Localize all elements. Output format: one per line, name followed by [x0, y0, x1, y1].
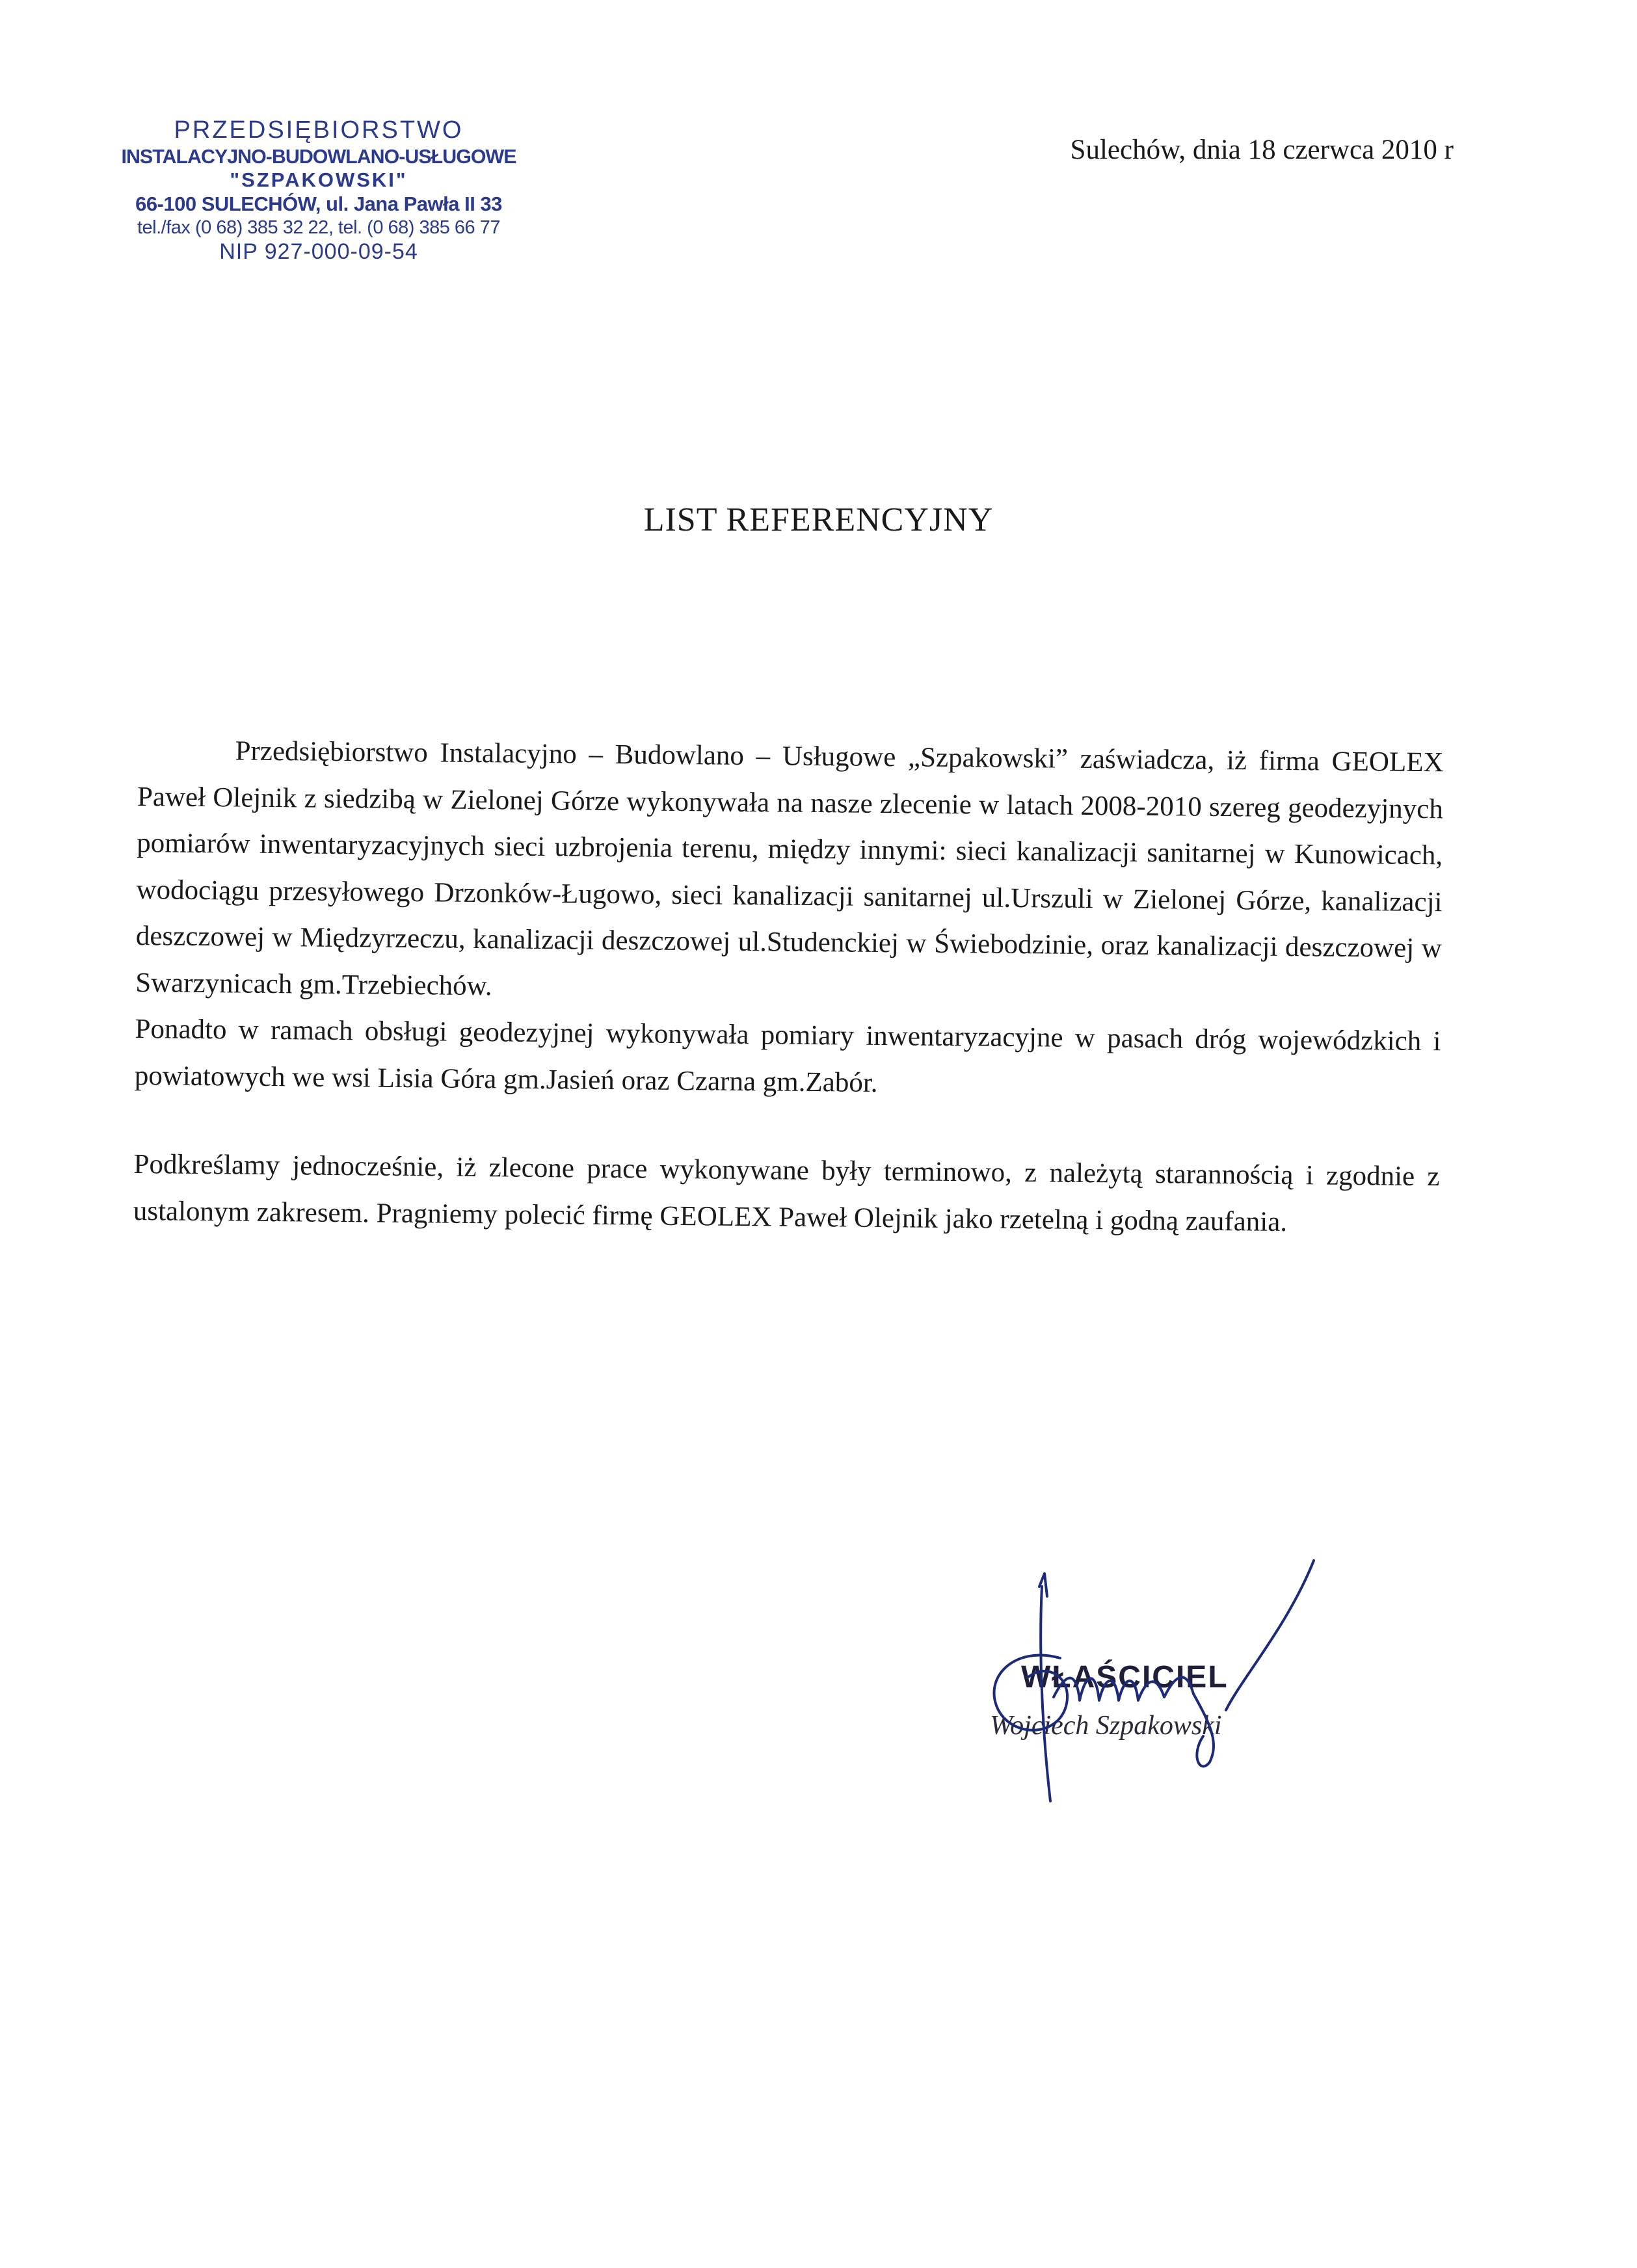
letter-body [133, 727, 1444, 1246]
letter-date: Sulechów, dnia 18 czerwca 2010 r [1070, 135, 1454, 165]
stamp-line-company-name: "SZPAKOWSKI" [230, 168, 408, 192]
owner-stamp-name: Wojciech Szpakowski [990, 1711, 1222, 1741]
body-paragraph-1: Przedsiębiorstwo Instalacyjno – Budowlano – Usługowe „Szpakowski” zaświadcza, iż firma GEOLEX Paweł Olejnik z siedzibą w Zielonej Górze wykonywała na nasze zlecenie w latach 2008-2010 szereg geodezyjnych pomiarów inwentaryzacyjnych sieci uzbrojenia terenu, między innymi: sieci kanalizacji sanitarnej w Kunowicach, wodociągu przesyłowego Drzonków-Ługowo, sieci kanalizacji sanitarnej ul.Urszuli w Zielonej Górze, kanalizacji deszczowej w Międzyrzeczu, kanalizacji deszczowej ul.Studenckiej w Świebodzinie, oraz kanalizacji deszczowej w Swarzynicach gm.Trzebiechów. [135, 735, 1444, 1001]
signature-block [963, 1548, 1379, 1821]
body-paragraph-2: Ponadto w ramach obsługi geodezyjnej wykonywała pomiary inwentaryzacyjne w pasach dróg wojewódzkich i powiatowych we wsi Lisia Góra gm.Jasień oraz Czarna gm.Zabór. [134, 1013, 1441, 1098]
company-stamp [98, 116, 540, 265]
handwritten-signature-icon [963, 1548, 1379, 1821]
body-paragraph-3: Podkreślamy jednocześnie, iż zlecone prace wykonywane były terminowo, z należytą starannością i zgodnie z ustalonym zakresem. Pragniemy polecić firmę GEOLEX Paweł Olejnik jako rzetelną i godną zaufania. [133, 1148, 1440, 1237]
stamp-line-address: 66-100 SULECHÓW, ul. Jana Pawła II 33 [135, 192, 502, 215]
stamp-line-phone: tel./fax (0 68) 385 32 22, tel. (0 68) 385 66 77 [137, 217, 500, 238]
stamp-line-company-type: PRZEDSIĘBIORSTWO [174, 116, 464, 144]
letter-title: LIST REFERENCYJNY [643, 501, 994, 538]
stamp-line-nip: NIP 927-000-09-54 [219, 239, 418, 264]
stamp-line-company-kind: INSTALACYJNO-BUDOWLANO-USŁUGOWE [121, 144, 516, 168]
owner-stamp-label: WŁAŚCICIEL [1021, 1660, 1229, 1694]
